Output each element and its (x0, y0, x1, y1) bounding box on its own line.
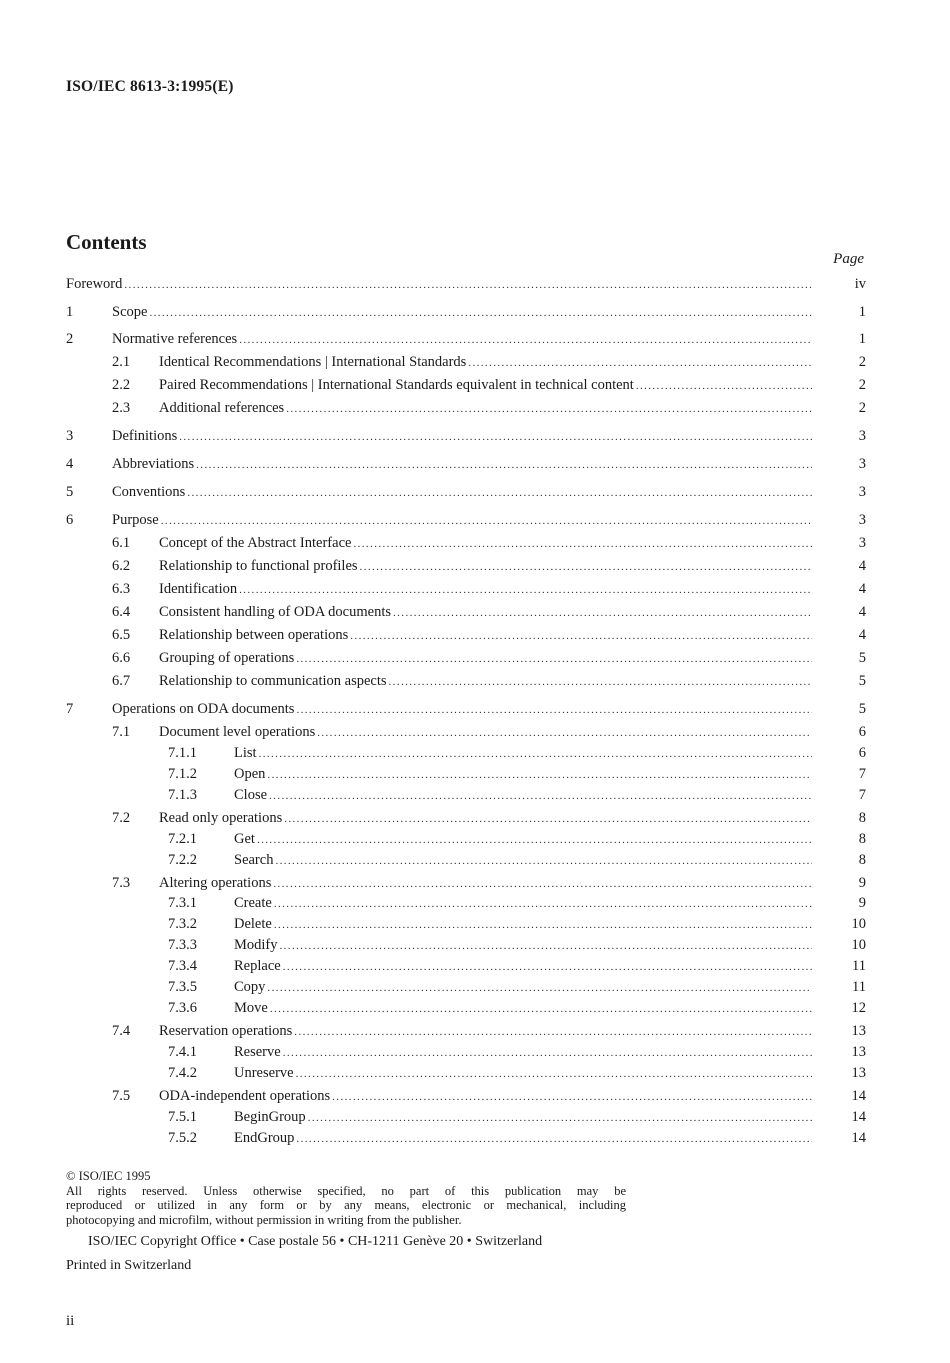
dot-leader (273, 874, 812, 894)
dot-leader (275, 851, 812, 871)
dot-leader (149, 303, 812, 323)
toc-entry[interactable] (0, 829, 950, 849)
toc-entry-title: Unreserve (234, 1065, 294, 1081)
rights-line: reproduced or utilized in any form or by any means, electronic or mechanical, including (66, 1198, 626, 1212)
toc-entry-page: iv (854, 276, 866, 292)
toc-entry[interactable] (0, 1021, 950, 1041)
toc-entry-page: 8 (858, 831, 866, 847)
toc-entry[interactable] (0, 1086, 950, 1106)
dot-leader (468, 353, 812, 373)
toc-entry[interactable] (0, 873, 950, 893)
toc-entry-number: 6.2 (112, 558, 131, 574)
dot-leader (294, 1022, 812, 1042)
toc-entry-title: List (234, 745, 257, 761)
toc-entry[interactable] (0, 482, 950, 502)
toc-entry[interactable] (0, 375, 950, 395)
dot-leader (389, 672, 812, 692)
toc-entry[interactable] (0, 699, 950, 719)
toc-entry-number: 7.5 (112, 1088, 131, 1104)
toc-entry-title: Conventions (112, 484, 186, 500)
toc-entry-title: Grouping of operations (159, 650, 295, 666)
toc-entry-number: 7.4.1 (168, 1044, 197, 1060)
dot-leader (280, 936, 813, 956)
toc-entry-page: 9 (858, 875, 866, 891)
toc-entry-page: 7 (858, 766, 866, 782)
toc-entry-title: Move (234, 1000, 268, 1016)
dot-leader (259, 744, 812, 764)
toc-entry[interactable] (0, 998, 950, 1018)
dot-leader (636, 376, 812, 396)
toc-entry-page: 7 (858, 787, 866, 803)
toc-entry-page: 14 (851, 1130, 866, 1146)
toc-entry-title: Foreword (66, 276, 123, 292)
dot-leader (393, 603, 812, 623)
dot-leader (161, 511, 812, 531)
toc-entry-page: 8 (858, 852, 866, 868)
contents-title: Contents (66, 230, 147, 254)
toc-entry-number: 5 (66, 484, 74, 500)
toc-entry-page: 13 (851, 1065, 866, 1081)
toc-entry[interactable] (0, 648, 950, 668)
toc-entry-title: Concept of the Abstract Interface (159, 535, 352, 551)
toc-entry-page: 5 (858, 673, 866, 689)
toc-entry[interactable] (0, 426, 950, 446)
toc-entry[interactable] (0, 352, 950, 372)
toc-entry-page: 2 (858, 354, 866, 370)
dot-leader (187, 483, 812, 503)
toc-entry-page: 4 (858, 558, 866, 574)
dot-leader (360, 557, 812, 577)
toc-entry-number: 6.7 (112, 673, 131, 689)
dot-leader (267, 978, 812, 998)
toc-entry-title: Reservation operations (159, 1023, 293, 1039)
toc-entry-page: 3 (858, 512, 866, 528)
page-folio: ii (66, 1313, 75, 1329)
toc-entry-page: 11 (852, 979, 866, 995)
toc-entry-number: 7.3.2 (168, 916, 197, 932)
toc-entry-number: 6.1 (112, 535, 131, 551)
toc-entry-number: 1 (66, 304, 74, 320)
toc-entry[interactable] (0, 977, 950, 997)
dot-leader (296, 700, 812, 720)
toc-entry-page: 4 (858, 604, 866, 620)
dot-leader (350, 626, 812, 646)
toc-entry-page: 10 (851, 916, 866, 932)
toc-entry-number: 7.3.4 (168, 958, 197, 974)
toc-entry-title: Identification (159, 581, 238, 597)
toc-entry-page: 5 (858, 701, 866, 717)
dot-leader (270, 999, 812, 1019)
toc-entry-number: 2.1 (112, 354, 131, 370)
dot-leader (267, 765, 812, 785)
toc-entry[interactable] (0, 1042, 950, 1062)
dot-leader (196, 455, 812, 475)
dot-leader (274, 894, 812, 914)
toc-entry-title: Search (234, 852, 274, 868)
toc-entry[interactable] (0, 1107, 950, 1127)
toc-entry[interactable] (0, 510, 950, 530)
printed-location: Printed in Switzerland (66, 1258, 192, 1273)
toc-entry[interactable] (0, 956, 950, 976)
toc-entry-page: 3 (858, 484, 866, 500)
toc-entry-number: 7.1.3 (168, 787, 197, 803)
toc-entry-number: 7.5.2 (168, 1130, 197, 1146)
toc-entry-page: 9 (858, 895, 866, 911)
toc-entry-number: 4 (66, 456, 74, 472)
toc-entry-page: 4 (858, 581, 866, 597)
dot-leader (286, 399, 812, 419)
dot-leader (317, 723, 812, 743)
toc-entry-number: 6 (66, 512, 74, 528)
dot-leader (239, 330, 812, 350)
toc-entry-title: Relationship to functional profiles (159, 558, 358, 574)
toc-entry[interactable] (0, 743, 950, 763)
toc-entry-title: Document level operations (159, 724, 316, 740)
toc-entry[interactable] (0, 671, 950, 691)
toc-entry-title: Operations on ODA documents (112, 701, 295, 717)
toc-entry-page: 14 (851, 1109, 866, 1125)
toc-entry-page: 13 (851, 1044, 866, 1060)
toc-entry-title: Relationship to communication aspects (159, 673, 387, 689)
toc-entry-title: Reserve (234, 1044, 281, 1060)
page-column-label: Page (833, 251, 864, 267)
toc-entry-number: 6.6 (112, 650, 131, 666)
toc-entry[interactable] (0, 935, 950, 955)
toc-entry-number: 7.3 (112, 875, 131, 891)
toc-entry-page: 2 (858, 377, 866, 393)
toc-entry[interactable] (0, 602, 950, 622)
rights-line: photocopying and microfilm, without permission in writing from the publisher. (66, 1212, 462, 1227)
toc-entry-page: 1 (858, 304, 866, 320)
dot-leader (239, 580, 812, 600)
toc-entry-page: 3 (858, 535, 866, 551)
toc-entry[interactable] (0, 556, 950, 576)
toc-entry-title: Additional references (159, 400, 285, 416)
toc-entry-number: 7.1 (112, 724, 131, 740)
toc-entry-number: 7.4.2 (168, 1065, 197, 1081)
toc-entry[interactable] (0, 893, 950, 913)
toc-entry-number: 2.2 (112, 377, 131, 393)
toc-entry-title: Get (234, 831, 255, 847)
toc-entry[interactable] (0, 274, 950, 294)
toc-entry-number: 7 (66, 701, 74, 717)
toc-entry-title: Identical Recommendations | International Standards (159, 354, 467, 370)
toc-entry-number: 7.5.1 (168, 1109, 197, 1125)
toc-entry[interactable] (0, 722, 950, 742)
toc-entry-title: Close (234, 787, 268, 803)
toc-entry-title: ODA-independent operations (159, 1088, 331, 1104)
toc-entry[interactable] (0, 1063, 950, 1083)
toc-entry[interactable] (0, 398, 950, 418)
toc-entry-page: 3 (858, 428, 866, 444)
toc-entry-number: 6.3 (112, 581, 131, 597)
dot-leader (283, 1043, 812, 1063)
toc-entry-page: 6 (858, 724, 866, 740)
toc-entry-title: Open (234, 766, 266, 782)
toc-entry-title: Consistent handling of ODA documents (159, 604, 391, 620)
toc-entry[interactable] (0, 533, 950, 553)
toc-entry-page: 8 (858, 810, 866, 826)
toc-entry-page: 13 (851, 1023, 866, 1039)
toc-entry-number: 7.2.1 (168, 831, 197, 847)
toc-entry-number: 3 (66, 428, 74, 444)
toc-entry-title: Relationship between operations (159, 627, 349, 643)
rights-line: All rights reserved. Unless otherwise specified, no part of this publication may be (66, 1183, 626, 1198)
copyright-office-address: ISO/IEC Copyright Office • Case postale 56 • CH-1211 Genève 20 • Switzerland (88, 1234, 543, 1249)
dot-leader (332, 1087, 812, 1107)
toc-entry-title: Copy (234, 979, 266, 995)
toc-entry-number: 7.3.1 (168, 895, 197, 911)
toc-entry[interactable] (0, 1128, 950, 1148)
toc-entry[interactable] (0, 808, 950, 828)
toc-entry[interactable] (0, 764, 950, 784)
dot-leader (274, 915, 812, 935)
dot-leader (269, 786, 812, 806)
toc-entry[interactable] (0, 329, 950, 349)
dot-leader (284, 809, 812, 829)
copyright-block (66, 1169, 626, 1227)
toc-entry-page: 11 (852, 958, 866, 974)
toc-entry-title: Abbreviations (112, 456, 195, 472)
dot-leader (283, 957, 812, 977)
toc-entry-number: 7.3.6 (168, 1000, 197, 1016)
toc-entry[interactable] (0, 625, 950, 645)
toc-entry-number: 7.4 (112, 1023, 131, 1039)
toc-entry-page: 4 (858, 627, 866, 643)
toc-entry-number: 7.3.5 (168, 979, 197, 995)
dot-leader (296, 1064, 812, 1084)
copyright-notice: © ISO/IEC 1995 (66, 1169, 151, 1183)
toc-entry-page: 6 (858, 745, 866, 761)
toc-entry-number: 2 (66, 331, 74, 347)
toc-entry-page: 1 (858, 331, 866, 347)
toc-entry-number: 7.3.3 (168, 937, 197, 953)
toc-entry-title: BeginGroup (234, 1109, 306, 1125)
toc-entry[interactable] (0, 785, 950, 805)
toc-entry-page: 10 (851, 937, 866, 953)
standard-identifier: ISO/IEC 8613-3:1995(E) (66, 78, 234, 95)
dot-leader (308, 1108, 812, 1128)
toc-entry-number: 7.2.2 (168, 852, 197, 868)
dot-leader (296, 649, 812, 669)
toc-entry-page: 5 (858, 650, 866, 666)
toc-entry-title: Normative references (112, 331, 238, 347)
dot-leader (257, 830, 812, 850)
toc-entry[interactable] (0, 454, 950, 474)
toc-entry-title: Modify (234, 937, 278, 953)
toc-entry-title: Read only operations (159, 810, 283, 826)
toc-entry-number: 6.5 (112, 627, 131, 643)
toc-entry-title: Paired Recommendations | International Standards equivalent in technical content (159, 377, 634, 393)
toc-entry-number: 7.2 (112, 810, 131, 826)
toc-entry-page: 2 (858, 400, 866, 416)
dot-leader (353, 534, 812, 554)
toc-entry-page: 3 (858, 456, 866, 472)
toc-entry-number: 6.4 (112, 604, 131, 620)
toc-entry[interactable] (0, 850, 950, 870)
toc-entry-title: Definitions (112, 428, 178, 444)
toc-entry-title: Replace (234, 958, 281, 974)
toc-entry-title: Delete (234, 916, 272, 932)
dot-leader (179, 427, 812, 447)
toc-entry[interactable] (0, 302, 950, 322)
toc-entry[interactable] (0, 579, 950, 599)
toc-entry-title: Scope (112, 304, 148, 320)
toc-entry-title: Purpose (112, 512, 159, 528)
toc-entry-title: Create (234, 895, 272, 911)
toc-entry[interactable] (0, 914, 950, 934)
toc-entry-page: 14 (851, 1088, 866, 1104)
dot-leader (124, 275, 812, 295)
toc-entry-title: EndGroup (234, 1130, 295, 1146)
toc-entry-title: Altering operations (159, 875, 272, 891)
dot-leader (296, 1129, 812, 1149)
toc-entry-page: 12 (851, 1000, 866, 1016)
toc-entry-number: 2.3 (112, 400, 131, 416)
toc-entry-number: 7.1.2 (168, 766, 197, 782)
toc-entry-number: 7.1.1 (168, 745, 197, 761)
